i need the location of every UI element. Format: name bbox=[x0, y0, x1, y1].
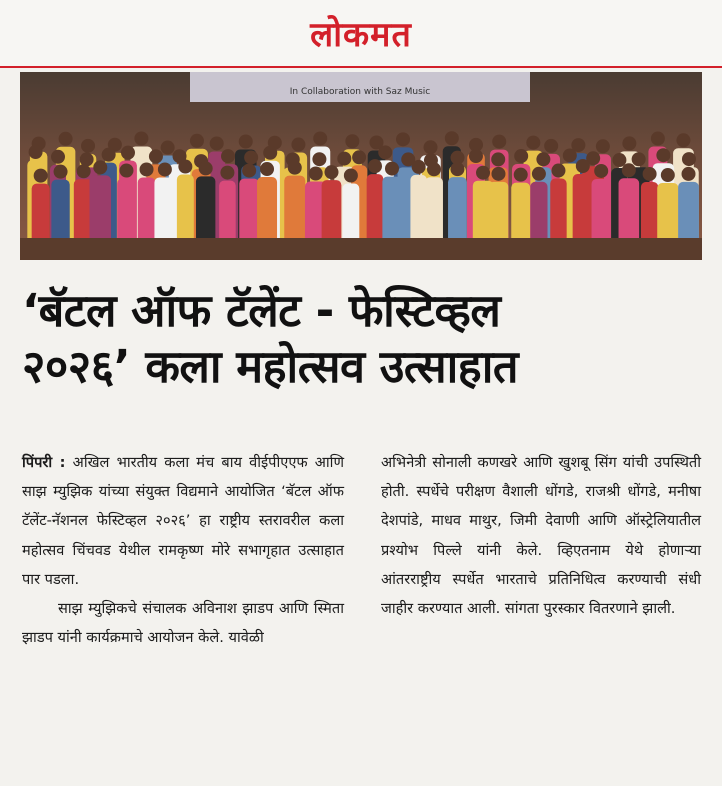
person-head bbox=[491, 152, 505, 166]
person-head bbox=[102, 148, 116, 162]
person-head bbox=[651, 132, 665, 146]
crowd-illustration bbox=[20, 72, 702, 260]
person-head bbox=[643, 167, 657, 181]
person-head bbox=[492, 135, 506, 149]
person-head bbox=[676, 133, 690, 147]
person-head bbox=[80, 152, 94, 166]
person-head bbox=[424, 140, 438, 154]
article-column-left bbox=[22, 448, 344, 652]
person-head bbox=[239, 135, 253, 149]
person-head bbox=[612, 153, 626, 167]
person-head bbox=[220, 166, 234, 180]
person-head bbox=[656, 148, 670, 162]
headline-line-2: २०२६’ कला महोत्सव उत्साहात bbox=[22, 340, 518, 393]
person-head bbox=[594, 164, 608, 178]
person-head bbox=[77, 164, 91, 178]
person-head bbox=[385, 162, 399, 176]
article-column-right bbox=[381, 448, 701, 623]
person-head bbox=[291, 138, 305, 152]
article-paragraph-3: अभिनेत्री सोनाली कणखरे आणि खुशबू सिंग यांची उपस्थिती होती. स्पर्धेचे परीक्षण वैशाली धोंगडे, राजश्री धोंगडे, मनीषा देशपांडे, माधव माथुर, जिमी देवाणी आणि ऑस्ट्रेलियातील प्रश्योभ पिल्ले यांनी केले. व्हिएतनाम येथे होणाऱ्या आंतरराष्ट्रीय स्पर्धेत भारताचे प्रतिनिधित्व करण्याची संधी जाहीर करण्यात आली. सांगता पुरस्कार वितरणाने झाली. bbox=[381, 454, 701, 618]
stage-banner: In Collaboration with Saz Music bbox=[190, 72, 530, 102]
person-head bbox=[119, 163, 133, 177]
person-head bbox=[324, 165, 338, 179]
person-head bbox=[563, 148, 577, 162]
person-head bbox=[378, 145, 392, 159]
headline-line-1: ‘बॅटल ऑफ टॅलेंट - फेस्टिव्हल bbox=[22, 284, 501, 337]
person-head bbox=[140, 162, 154, 176]
person-head bbox=[576, 159, 590, 173]
person-head bbox=[622, 163, 636, 177]
person-head bbox=[161, 141, 175, 155]
person-head bbox=[210, 136, 224, 150]
person-head bbox=[244, 150, 258, 164]
person-head bbox=[682, 152, 696, 166]
person-head bbox=[476, 166, 490, 180]
person-head bbox=[445, 131, 459, 145]
person-head bbox=[551, 164, 565, 178]
newspaper-logo: लोकमत bbox=[310, 15, 412, 55]
person-head bbox=[412, 160, 426, 174]
person-head bbox=[29, 145, 43, 159]
person-head bbox=[427, 162, 441, 176]
person-head bbox=[526, 136, 540, 150]
person-head bbox=[544, 139, 558, 153]
paragraph-1-text: अखिल भारतीय कला मंच बाय वीईपीएएफ आणि साझ म्युझिक यांच्या संयुक्त विद्यमाने आयोजित ‘बॅटल ऑफ टॅलेंट-नॅशनल फेस्टिव्हल २०२६’ हा राष्ट्रीय स्तरावरील कला महोत्सव चिंचवड येथील रामकृष्ण मोरे सभागृहात उत्साहात पार पडला. bbox=[22, 454, 345, 588]
headline bbox=[22, 283, 712, 395]
person-head bbox=[368, 159, 382, 173]
person-head bbox=[532, 167, 546, 181]
person-head bbox=[309, 167, 323, 181]
person-head bbox=[622, 136, 636, 150]
person-head bbox=[596, 139, 610, 153]
person-head bbox=[190, 134, 204, 148]
person-head bbox=[51, 150, 65, 164]
person-head bbox=[352, 150, 366, 164]
person-head bbox=[450, 162, 464, 176]
person-head bbox=[199, 161, 213, 175]
person-head bbox=[34, 169, 48, 183]
person-head bbox=[661, 168, 675, 182]
person-head bbox=[260, 162, 274, 176]
person-head bbox=[149, 149, 163, 163]
person-head bbox=[121, 146, 135, 160]
article-paragraph-2: साझ म्युझिकचे संचालक अविनाश झाडप आणि स्मिता झाडप यांनी कार्यक्रमाचे आयोजन केले. यावेळी bbox=[22, 600, 344, 647]
person-head bbox=[263, 146, 277, 160]
person-head bbox=[514, 168, 528, 182]
person-head bbox=[93, 160, 107, 174]
person-head bbox=[313, 131, 327, 145]
person-head bbox=[178, 160, 192, 174]
person-head bbox=[312, 152, 326, 166]
person-head bbox=[134, 132, 148, 146]
person-head bbox=[242, 164, 256, 178]
person-head bbox=[469, 149, 483, 163]
person-head bbox=[682, 167, 696, 181]
person-head bbox=[396, 132, 410, 146]
person-head bbox=[81, 139, 95, 153]
person-head bbox=[632, 152, 646, 166]
person-head bbox=[54, 165, 68, 179]
event-photo bbox=[20, 72, 702, 260]
person-head bbox=[158, 162, 172, 176]
person-head bbox=[59, 132, 73, 146]
person-head bbox=[536, 152, 550, 166]
person-head bbox=[491, 167, 505, 181]
person-head bbox=[345, 134, 359, 148]
person-head bbox=[288, 161, 302, 175]
stage-floor bbox=[20, 238, 702, 260]
article-paragraph-1 bbox=[22, 448, 344, 594]
person-head bbox=[344, 168, 358, 182]
person-head bbox=[514, 149, 528, 163]
dateline: पिंपरी : bbox=[22, 454, 66, 471]
person-head bbox=[337, 152, 351, 166]
masthead bbox=[0, 0, 722, 68]
person-head bbox=[221, 149, 235, 163]
